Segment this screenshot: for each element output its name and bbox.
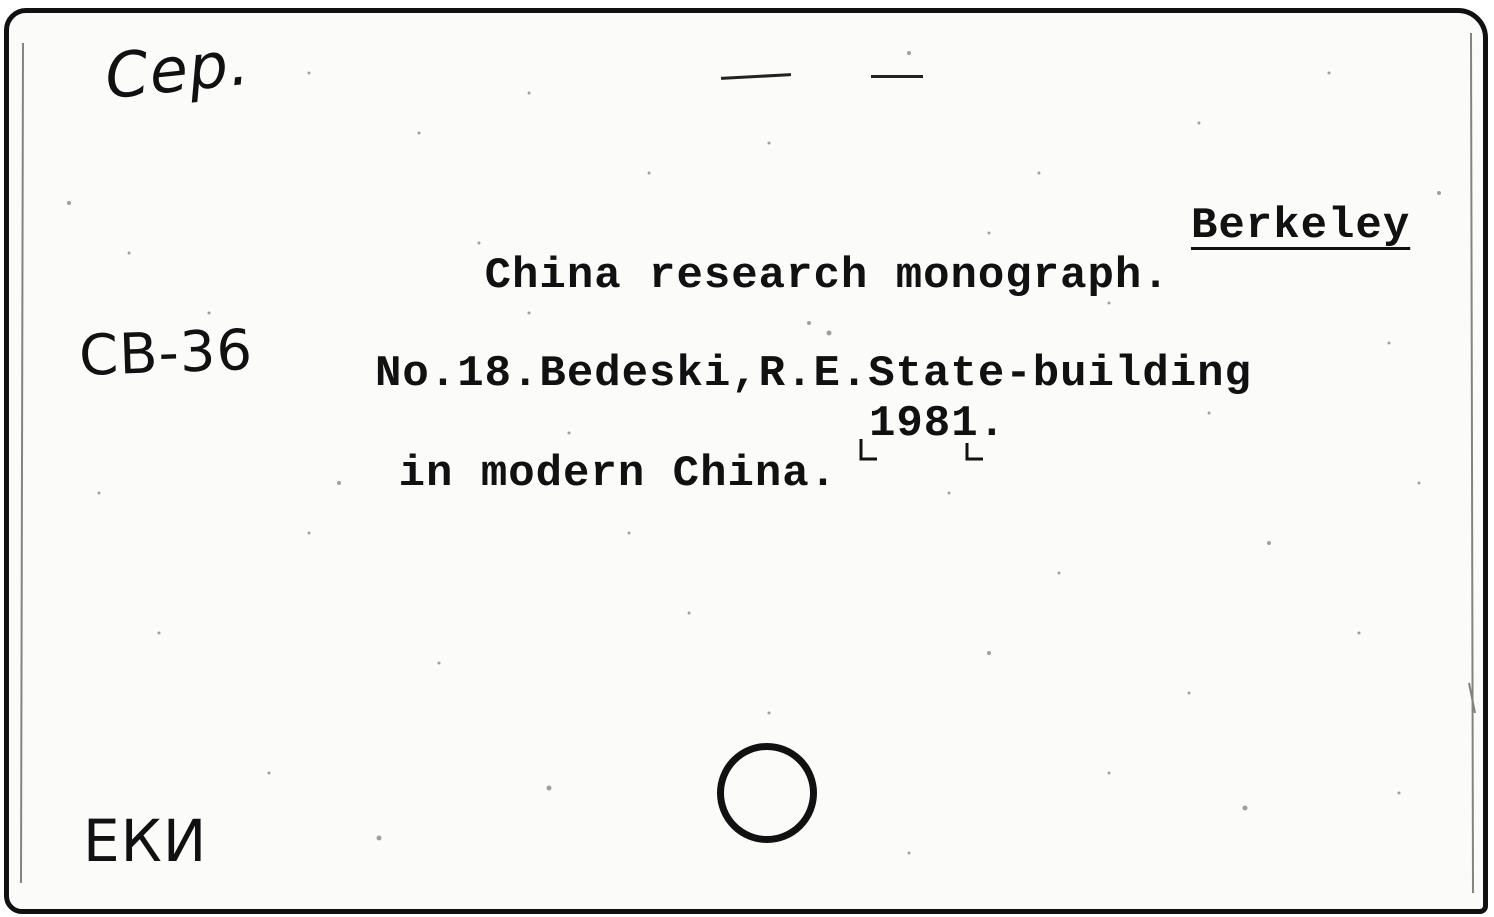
handwritten-call-number: СВ-36 bbox=[77, 317, 255, 390]
series-title: China research monograph. bbox=[484, 251, 1170, 301]
decorative-dash bbox=[871, 75, 923, 78]
entry-line-1: No.18.Bedeski,R.E.State-building bbox=[375, 349, 1252, 399]
handwritten-top-note: Сер. bbox=[101, 25, 253, 114]
punch-hole bbox=[717, 743, 817, 843]
entry-line-2 bbox=[289, 399, 837, 549]
publication-year: 1981. bbox=[869, 399, 1007, 449]
entry-title-end: in modern China. bbox=[398, 449, 838, 499]
handwritten-bottom-note: ЕКИ bbox=[83, 807, 208, 875]
catalog-card bbox=[4, 8, 1488, 914]
series-line bbox=[375, 201, 1170, 351]
series-publisher: Berkeley bbox=[1191, 201, 1411, 251]
